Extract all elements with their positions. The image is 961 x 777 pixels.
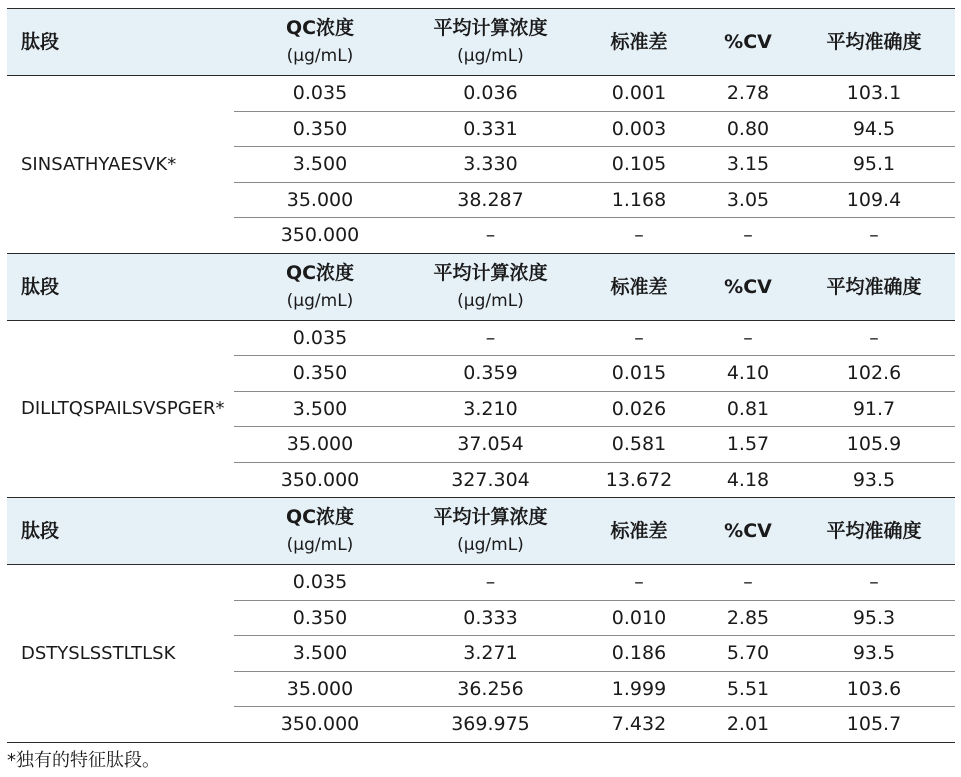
header-qc-unit: (µg/mL) <box>286 46 354 66</box>
mean-calculated-cell: 0.331 <box>406 111 575 147</box>
sd-cell: 0.026 <box>575 391 703 427</box>
sd-cell: 0.003 <box>575 111 703 147</box>
header-peptide: 肽段 <box>7 498 234 565</box>
header-calc-label: 平均计算浓度 <box>433 17 548 39</box>
qc-concentration-cell: 350.000 <box>234 707 406 743</box>
peptide-name: DILLTQSPAILSVSPGER* <box>7 320 234 498</box>
header-accuracy: 平均准确度 <box>793 498 955 565</box>
accuracy-cell: 109.4 <box>793 182 955 218</box>
cv-cell: 3.15 <box>703 147 793 183</box>
cv-cell: 0.81 <box>703 391 793 427</box>
mean-calculated-cell: 36.256 <box>406 671 575 707</box>
mean-calculated-cell: 0.036 <box>406 76 575 112</box>
sd-cell: 7.432 <box>575 707 703 743</box>
qc-concentration-cell: 3.500 <box>234 391 406 427</box>
table-row <box>7 565 955 601</box>
qc-concentration-cell: 35.000 <box>234 671 406 707</box>
peptide-name: SINSATHYAESVK* <box>7 76 234 254</box>
mean-calculated-cell: – <box>406 565 575 601</box>
accuracy-cell: – <box>793 565 955 601</box>
header-qc-unit: (µg/mL) <box>286 535 354 555</box>
qc-concentration-cell: 0.035 <box>234 565 406 601</box>
accuracy-cell: 93.5 <box>793 636 955 672</box>
cv-cell: 1.57 <box>703 427 793 463</box>
table-header-row <box>7 498 955 565</box>
sd-cell: – <box>575 320 703 356</box>
header-calc-label: 平均计算浓度 <box>433 506 548 528</box>
qc-results-table <box>7 8 955 743</box>
cv-cell: 2.78 <box>703 76 793 112</box>
header-cv: %CV <box>703 253 793 320</box>
mean-calculated-cell: 3.271 <box>406 636 575 672</box>
mean-calculated-cell: 38.287 <box>406 182 575 218</box>
qc-concentration-cell: 3.500 <box>234 147 406 183</box>
accuracy-cell: 103.6 <box>793 671 955 707</box>
qc-concentration-cell: 35.000 <box>234 182 406 218</box>
qc-concentration-cell: 350.000 <box>234 218 406 254</box>
peptide-name: DSTYSLSSTLTLSK <box>7 565 234 743</box>
header-mean-calculated <box>406 498 575 565</box>
cv-cell: 2.85 <box>703 600 793 636</box>
mean-calculated-cell: 369.975 <box>406 707 575 743</box>
accuracy-cell: 93.5 <box>793 462 955 498</box>
accuracy-cell: 102.6 <box>793 356 955 392</box>
mean-calculated-cell: 3.210 <box>406 391 575 427</box>
accuracy-cell: 91.7 <box>793 391 955 427</box>
qc-concentration-cell: 0.350 <box>234 111 406 147</box>
accuracy-cell: 103.1 <box>793 76 955 112</box>
header-qc-label: QC浓度 <box>285 506 355 528</box>
sd-cell: – <box>575 565 703 601</box>
qc-concentration-cell: 35.000 <box>234 427 406 463</box>
header-sd: 标准差 <box>575 498 703 565</box>
header-cv: %CV <box>703 9 793 76</box>
sd-cell: 13.672 <box>575 462 703 498</box>
header-sd: 标准差 <box>575 253 703 320</box>
header-qc-label: QC浓度 <box>285 261 355 284</box>
cv-cell: 2.01 <box>703 707 793 743</box>
mean-calculated-cell: 0.359 <box>406 356 575 392</box>
header-mean-calculated <box>406 9 575 76</box>
cv-cell: – <box>703 565 793 601</box>
header-calc-unit: (µg/mL) <box>457 535 524 555</box>
header-accuracy: 平均准确度 <box>793 9 955 76</box>
mean-calculated-cell: – <box>406 218 575 254</box>
cv-cell: 5.51 <box>703 671 793 707</box>
accuracy-cell: 95.1 <box>793 147 955 183</box>
table-row <box>7 320 955 356</box>
header-cv: %CV <box>703 498 793 565</box>
mean-calculated-cell: – <box>406 320 575 356</box>
qc-concentration-cell: 0.035 <box>234 76 406 112</box>
mean-calculated-cell: 327.304 <box>406 462 575 498</box>
header-calc-label: 平均计算浓度 <box>433 261 548 284</box>
sd-cell: 0.015 <box>575 356 703 392</box>
accuracy-cell: 95.3 <box>793 600 955 636</box>
qc-concentration-cell: 350.000 <box>234 462 406 498</box>
cv-cell: 0.80 <box>703 111 793 147</box>
sd-cell: 1.999 <box>575 671 703 707</box>
qc-concentration-cell: 0.350 <box>234 600 406 636</box>
accuracy-cell: – <box>793 320 955 356</box>
accuracy-cell: 105.9 <box>793 427 955 463</box>
header-sd: 标准差 <box>575 9 703 76</box>
header-qc-label: QC浓度 <box>285 17 355 39</box>
mean-calculated-cell: 3.330 <box>406 147 575 183</box>
header-qc-concentration <box>234 498 406 565</box>
table-row <box>7 76 955 112</box>
header-qc-concentration <box>234 253 406 320</box>
header-qc-unit: (µg/mL) <box>286 290 354 311</box>
accuracy-cell: 105.7 <box>793 707 955 743</box>
mean-calculated-cell: 0.333 <box>406 600 575 636</box>
qc-concentration-cell: 3.500 <box>234 636 406 672</box>
cv-cell: 5.70 <box>703 636 793 672</box>
footnote: *独有的特征肽段。 <box>7 750 160 771</box>
qc-concentration-cell: 0.350 <box>234 356 406 392</box>
header-mean-calculated <box>406 253 575 320</box>
mean-calculated-cell: 37.054 <box>406 427 575 463</box>
sd-cell: 0.186 <box>575 636 703 672</box>
cv-cell: – <box>703 218 793 254</box>
accuracy-cell: 94.5 <box>793 111 955 147</box>
header-peptide: 肽段 <box>7 253 234 320</box>
table-header-row <box>7 9 955 76</box>
header-peptide: 肽段 <box>7 9 234 76</box>
sd-cell: 0.010 <box>575 600 703 636</box>
sd-cell: 0.001 <box>575 76 703 112</box>
header-calc-unit: (µg/mL) <box>457 46 524 66</box>
cv-cell: – <box>703 320 793 356</box>
sd-cell: – <box>575 218 703 254</box>
cv-cell: 4.18 <box>703 462 793 498</box>
cv-cell: 3.05 <box>703 182 793 218</box>
header-accuracy: 平均准确度 <box>793 253 955 320</box>
accuracy-cell: – <box>793 218 955 254</box>
qc-concentration-cell: 0.035 <box>234 320 406 356</box>
sd-cell: 1.168 <box>575 182 703 218</box>
header-calc-unit: (µg/mL) <box>457 290 524 311</box>
cv-cell: 4.10 <box>703 356 793 392</box>
table-header-row <box>7 253 955 320</box>
sd-cell: 0.581 <box>575 427 703 463</box>
sd-cell: 0.105 <box>575 147 703 183</box>
header-qc-concentration <box>234 9 406 76</box>
